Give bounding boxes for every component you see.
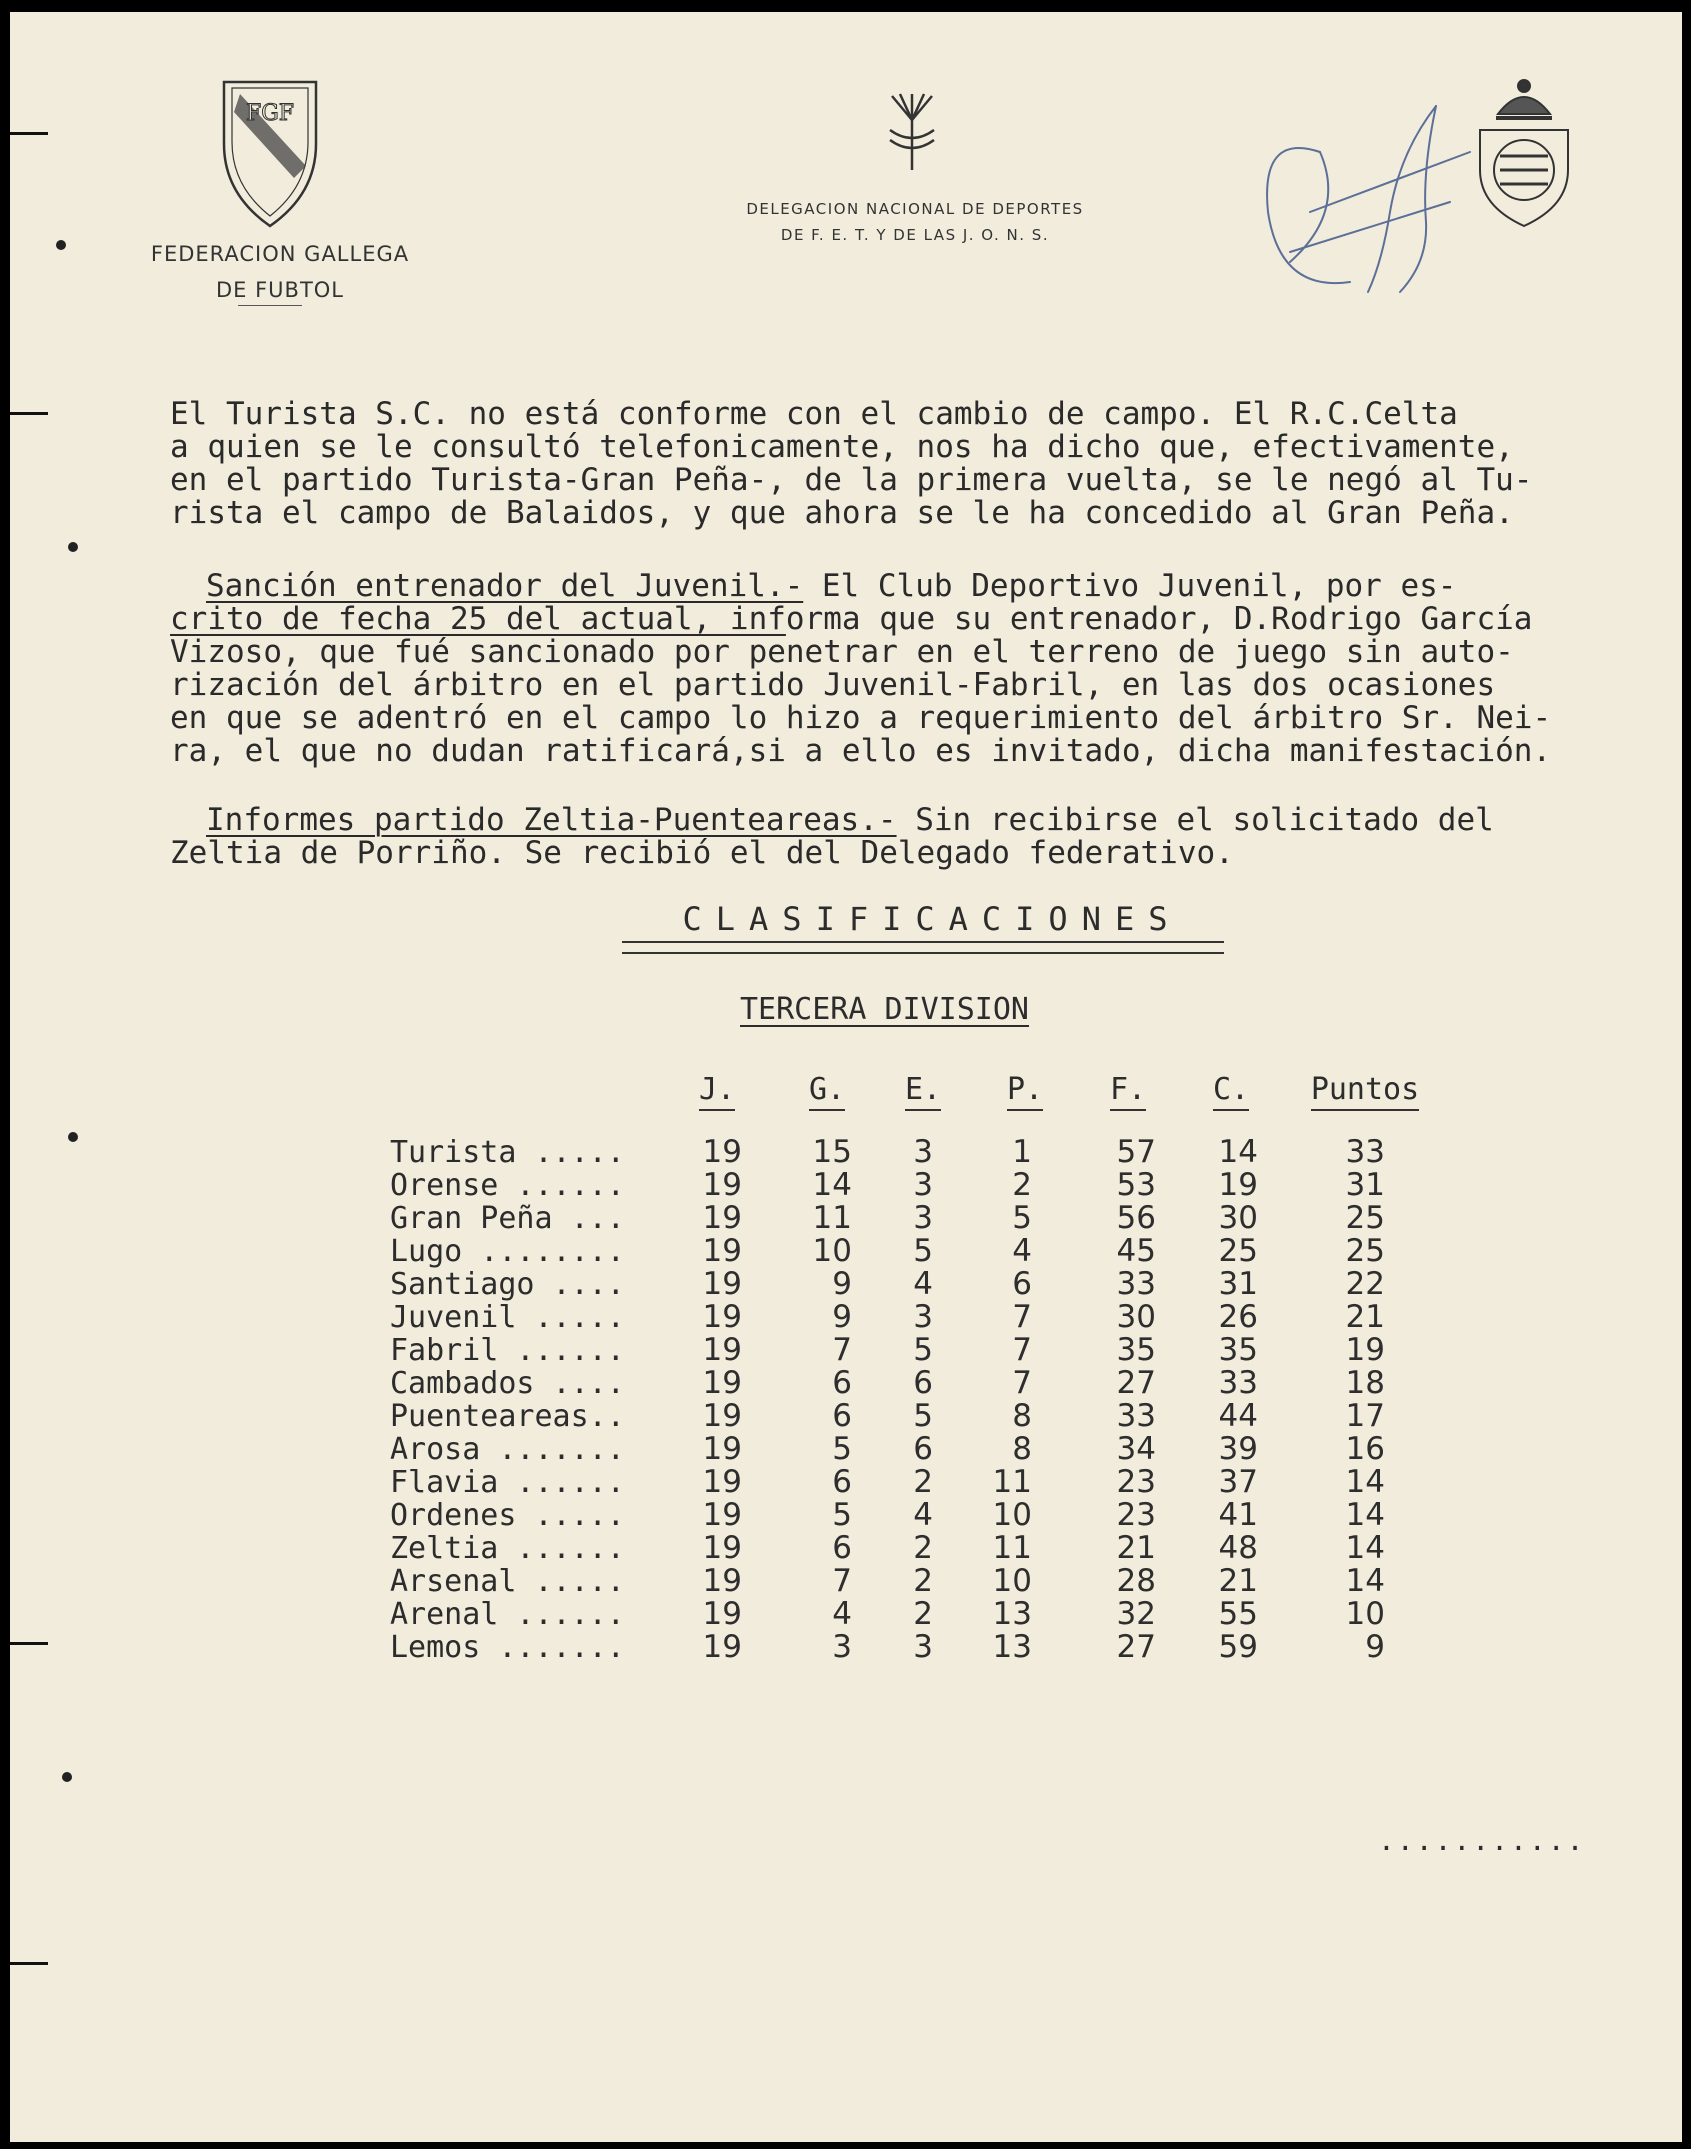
binder-hole-mark: [10, 1962, 48, 1965]
team-name: Santiago ....: [390, 1267, 625, 1302]
stat-e: 6: [913, 1431, 933, 1467]
team-name: Lemos .......: [390, 1630, 625, 1665]
margin-mark: [62, 1772, 72, 1782]
delegacion-line2: DE F. E. T. Y DE LAS J. O. N. S.: [780, 226, 1050, 244]
stat-e: 3: [913, 1167, 933, 1203]
section-heading-informes: Informes partido Zeltia-Puenteareas.-: [206, 802, 897, 838]
table-row: [10, 1565, 1682, 1598]
stat-f: 27: [1116, 1629, 1156, 1665]
stat-p: 11: [992, 1530, 1032, 1566]
stat-j: 19: [702, 1398, 742, 1434]
stat-f: 56: [1116, 1200, 1156, 1236]
stat-g: 4: [832, 1596, 852, 1632]
stat-p: 13: [992, 1596, 1032, 1632]
text-line: ra, el que no dudan ratificará,si a ello es invitado, dicha manifestación.: [170, 733, 1552, 769]
stat-j: 19: [702, 1134, 742, 1170]
text-line: Zeltia de Porriño. Se recibió el del Delegado federativo.: [170, 835, 1234, 871]
table-row: [10, 1136, 1682, 1169]
stat-f: 32: [1116, 1596, 1156, 1632]
section-heading-sancion: Sanción entrenador del Juvenil.-: [206, 568, 804, 604]
stat-p: 1: [1012, 1134, 1032, 1170]
column-header-label: C.: [1213, 1072, 1249, 1111]
table-row: [10, 1499, 1682, 1532]
table-row: [10, 1400, 1682, 1433]
royal-crest-emblem: [1468, 70, 1580, 230]
table-row: [10, 1367, 1682, 1400]
stat-j: 19: [702, 1200, 742, 1236]
stat-c: 44: [1218, 1398, 1258, 1434]
stat-e: 2: [913, 1563, 933, 1599]
stat-pts: 16: [1345, 1431, 1385, 1467]
stat-f: 30: [1116, 1299, 1156, 1335]
federation-name-line2: DE FUBTOL: [215, 278, 345, 302]
stat-c: 19: [1218, 1167, 1258, 1203]
margin-mark: [56, 240, 66, 250]
team-name: Ordenes .....: [390, 1498, 625, 1533]
text-line: a quien se le consultó telefonicamente, nos ha dicho que, efectivamente,: [170, 429, 1514, 465]
handwritten-signature: [1250, 92, 1500, 312]
stat-g: 11: [812, 1200, 852, 1236]
continuation-dots: ...........: [1378, 1824, 1586, 1857]
delegacion-line1: DELEGACION NACIONAL DE DEPORTES: [746, 200, 1084, 218]
stat-j: 19: [702, 1497, 742, 1533]
yoke-and-arrows-icon: [878, 90, 946, 174]
text-line: rista el campo de Balaidos, y que ahora se le ha concedido al Gran Peña.: [170, 495, 1514, 531]
table-row: [10, 1334, 1682, 1367]
stat-f: 45: [1116, 1233, 1156, 1269]
column-header-label: J.: [699, 1072, 735, 1111]
column-header-label: G.: [809, 1072, 845, 1111]
stat-j: 19: [702, 1464, 742, 1500]
stat-pts: 14: [1345, 1497, 1385, 1533]
standings-title: CLASIFICACIONES: [682, 900, 1182, 938]
stat-c: 48: [1218, 1530, 1258, 1566]
table-row: [10, 1169, 1682, 1202]
stat-f: 57: [1116, 1134, 1156, 1170]
stat-e: 5: [913, 1233, 933, 1269]
stat-e: 2: [913, 1464, 933, 1500]
stat-pts: 22: [1345, 1266, 1385, 1302]
stat-e: 3: [913, 1200, 933, 1236]
column-header-p: [990, 1072, 1060, 1111]
table-row: [10, 1466, 1682, 1499]
team-name: Juvenil .....: [390, 1300, 625, 1335]
stat-p: 11: [992, 1464, 1032, 1500]
stat-j: 19: [702, 1332, 742, 1368]
text-fragment: orma que su entrenador, D.Rodrigo García: [785, 601, 1533, 637]
team-name: Arsenal .....: [390, 1564, 625, 1599]
team-name: Arenal ......: [390, 1597, 625, 1632]
stat-c: 26: [1218, 1299, 1258, 1335]
stat-p: 7: [1012, 1299, 1032, 1335]
text-line: [170, 570, 1682, 603]
stat-g: 6: [832, 1464, 852, 1500]
standings-title-double-rule: [622, 941, 1224, 954]
text-line: El Turista S.C. no está conforme con el cambio de campo. El R.C.Celta: [170, 396, 1458, 432]
delegacion-heading: [710, 196, 1120, 248]
stat-e: 3: [913, 1629, 933, 1665]
team-name: Lugo ........: [390, 1234, 625, 1269]
stat-g: 14: [812, 1167, 852, 1203]
stat-p: 10: [992, 1563, 1032, 1599]
text-line: [170, 804, 1682, 837]
stat-j: 19: [702, 1167, 742, 1203]
stat-e: 2: [913, 1596, 933, 1632]
margin-mark: [68, 542, 78, 552]
stat-c: 41: [1218, 1497, 1258, 1533]
stat-pts: 10: [1345, 1596, 1385, 1632]
stat-e: 4: [913, 1497, 933, 1533]
stat-pts: 25: [1345, 1233, 1385, 1269]
stat-j: 19: [702, 1299, 742, 1335]
stat-p: 8: [1012, 1398, 1032, 1434]
stat-g: 6: [832, 1365, 852, 1401]
stat-f: 33: [1116, 1266, 1156, 1302]
text-fragment: El Club Deportivo Juvenil, por es-: [803, 568, 1457, 604]
table-row: [10, 1268, 1682, 1301]
table-row: [10, 1433, 1682, 1466]
team-name: Cambados ....: [390, 1366, 625, 1401]
column-header-label: F.: [1110, 1072, 1146, 1111]
stat-pts: 9: [1365, 1629, 1385, 1665]
stat-j: 19: [702, 1365, 742, 1401]
stat-g: 10: [812, 1233, 852, 1269]
stat-f: 21: [1116, 1530, 1156, 1566]
stat-g: 5: [832, 1497, 852, 1533]
stat-p: 7: [1012, 1365, 1032, 1401]
stat-f: 33: [1116, 1398, 1156, 1434]
column-header-puntos: [1290, 1072, 1440, 1111]
text-fragment: Sin recibirse el solicitado del: [896, 802, 1494, 838]
stat-pts: 18: [1345, 1365, 1385, 1401]
column-header-label: P.: [1007, 1072, 1043, 1111]
stat-c: 35: [1218, 1332, 1258, 1368]
federation-name-line1: FEDERACION GALLEGA: [150, 242, 410, 266]
stat-f: 35: [1116, 1332, 1156, 1368]
stat-g: 9: [832, 1299, 852, 1335]
stat-f: 34: [1116, 1431, 1156, 1467]
stat-e: 4: [913, 1266, 933, 1302]
stat-c: 14: [1218, 1134, 1258, 1170]
stat-f: 27: [1116, 1365, 1156, 1401]
stat-p: 13: [992, 1629, 1032, 1665]
team-name: Orense ......: [390, 1168, 625, 1203]
team-name: Gran Peña ...: [390, 1201, 625, 1236]
text-line: Vizoso, que fué sancionado por penetrar en el terreno de juego sin auto-: [170, 634, 1514, 670]
column-header-e: [888, 1072, 958, 1111]
stat-j: 19: [702, 1563, 742, 1599]
underlined-fragment: crito de fecha 25 del actual, inf: [170, 601, 786, 637]
stat-pts: 19: [1345, 1332, 1385, 1368]
stat-f: 23: [1116, 1497, 1156, 1533]
stat-pts: 31: [1345, 1167, 1385, 1203]
stat-c: 21: [1218, 1563, 1258, 1599]
stat-c: 25: [1218, 1233, 1258, 1269]
stat-pts: 33: [1345, 1134, 1385, 1170]
stat-c: 37: [1218, 1464, 1258, 1500]
column-header-label: E.: [905, 1072, 941, 1111]
stat-e: 3: [913, 1299, 933, 1335]
table-row: [10, 1202, 1682, 1235]
team-name: Flavia ......: [390, 1465, 625, 1500]
stat-j: 19: [702, 1233, 742, 1269]
stat-e: 2: [913, 1530, 933, 1566]
stat-p: 4: [1012, 1233, 1032, 1269]
stat-c: 39: [1218, 1431, 1258, 1467]
federation-shield-logo: [218, 74, 322, 234]
team-name: Fabril ......: [390, 1333, 625, 1368]
stat-g: 15: [812, 1134, 852, 1170]
stat-g: 6: [832, 1398, 852, 1434]
stat-j: 19: [702, 1431, 742, 1467]
stat-pts: 17: [1345, 1398, 1385, 1434]
stat-pts: 21: [1345, 1299, 1385, 1335]
text-line: rización del árbitro en el partido Juvenil-Fabril, en las dos ocasiones: [170, 667, 1496, 703]
column-header-c: [1196, 1072, 1266, 1111]
binder-hole-mark: [10, 412, 48, 415]
division-heading: TERCERA DIVISION: [740, 992, 1029, 1027]
stat-pts: 25: [1345, 1200, 1385, 1236]
stat-j: 19: [702, 1266, 742, 1302]
column-header-g: [792, 1072, 862, 1111]
document-page: [10, 12, 1682, 2142]
stat-j: 19: [702, 1596, 742, 1632]
text-line: [170, 603, 1682, 636]
stat-c: 33: [1218, 1365, 1258, 1401]
stat-c: 31: [1218, 1266, 1258, 1302]
stat-p: 5: [1012, 1200, 1032, 1236]
team-name: Turista .....: [390, 1135, 625, 1170]
stat-e: 5: [913, 1332, 933, 1368]
logo-lettering: FGF: [245, 101, 295, 126]
stat-g: 6: [832, 1530, 852, 1566]
stat-pts: 14: [1345, 1563, 1385, 1599]
stat-g: 7: [832, 1332, 852, 1368]
paragraph-informes-partido: [170, 804, 1682, 870]
stat-c: 55: [1218, 1596, 1258, 1632]
team-name: Arosa .......: [390, 1432, 625, 1467]
federation-name: [110, 236, 450, 308]
stat-pts: 14: [1345, 1530, 1385, 1566]
stat-p: 6: [1012, 1266, 1032, 1302]
table-row: [10, 1598, 1682, 1631]
paragraph-sancion-entrenador: [170, 570, 1682, 768]
text-line: en que se adentró en el campo lo hizo a requerimiento del árbitro Sr. Nei-: [170, 700, 1552, 736]
stat-g: 7: [832, 1563, 852, 1599]
stat-e: 3: [913, 1134, 933, 1170]
binder-hole-mark: [10, 132, 48, 135]
stat-p: 2: [1012, 1167, 1032, 1203]
stat-g: 5: [832, 1431, 852, 1467]
table-row: [10, 1235, 1682, 1268]
table-row: [10, 1631, 1682, 1664]
stat-g: 3: [832, 1629, 852, 1665]
column-header-label: Puntos: [1311, 1072, 1419, 1111]
stat-j: 19: [702, 1629, 742, 1665]
column-header-f: [1093, 1072, 1163, 1111]
federation-name-rule: [238, 305, 302, 306]
stat-e: 5: [913, 1398, 933, 1434]
stat-f: 53: [1116, 1167, 1156, 1203]
team-name: Zeltia ......: [390, 1531, 625, 1566]
stat-f: 23: [1116, 1464, 1156, 1500]
table-row: [10, 1532, 1682, 1565]
stat-pts: 14: [1345, 1464, 1385, 1500]
stat-g: 9: [832, 1266, 852, 1302]
column-header-j: [682, 1072, 752, 1111]
stat-j: 19: [702, 1530, 742, 1566]
stat-p: 7: [1012, 1332, 1032, 1368]
stat-p: 8: [1012, 1431, 1032, 1467]
team-name: Puenteareas..: [390, 1399, 625, 1434]
standings-table: [10, 1136, 1682, 1664]
paragraph-turista-campo: [170, 398, 1682, 530]
text-line: en el partido Turista-Gran Peña-, de la primera vuelta, se le negó al Tu-: [170, 462, 1533, 498]
table-row: [10, 1301, 1682, 1334]
stat-c: 59: [1218, 1629, 1258, 1665]
stat-p: 10: [992, 1497, 1032, 1533]
stat-f: 28: [1116, 1563, 1156, 1599]
stat-e: 6: [913, 1365, 933, 1401]
stat-c: 30: [1218, 1200, 1258, 1236]
